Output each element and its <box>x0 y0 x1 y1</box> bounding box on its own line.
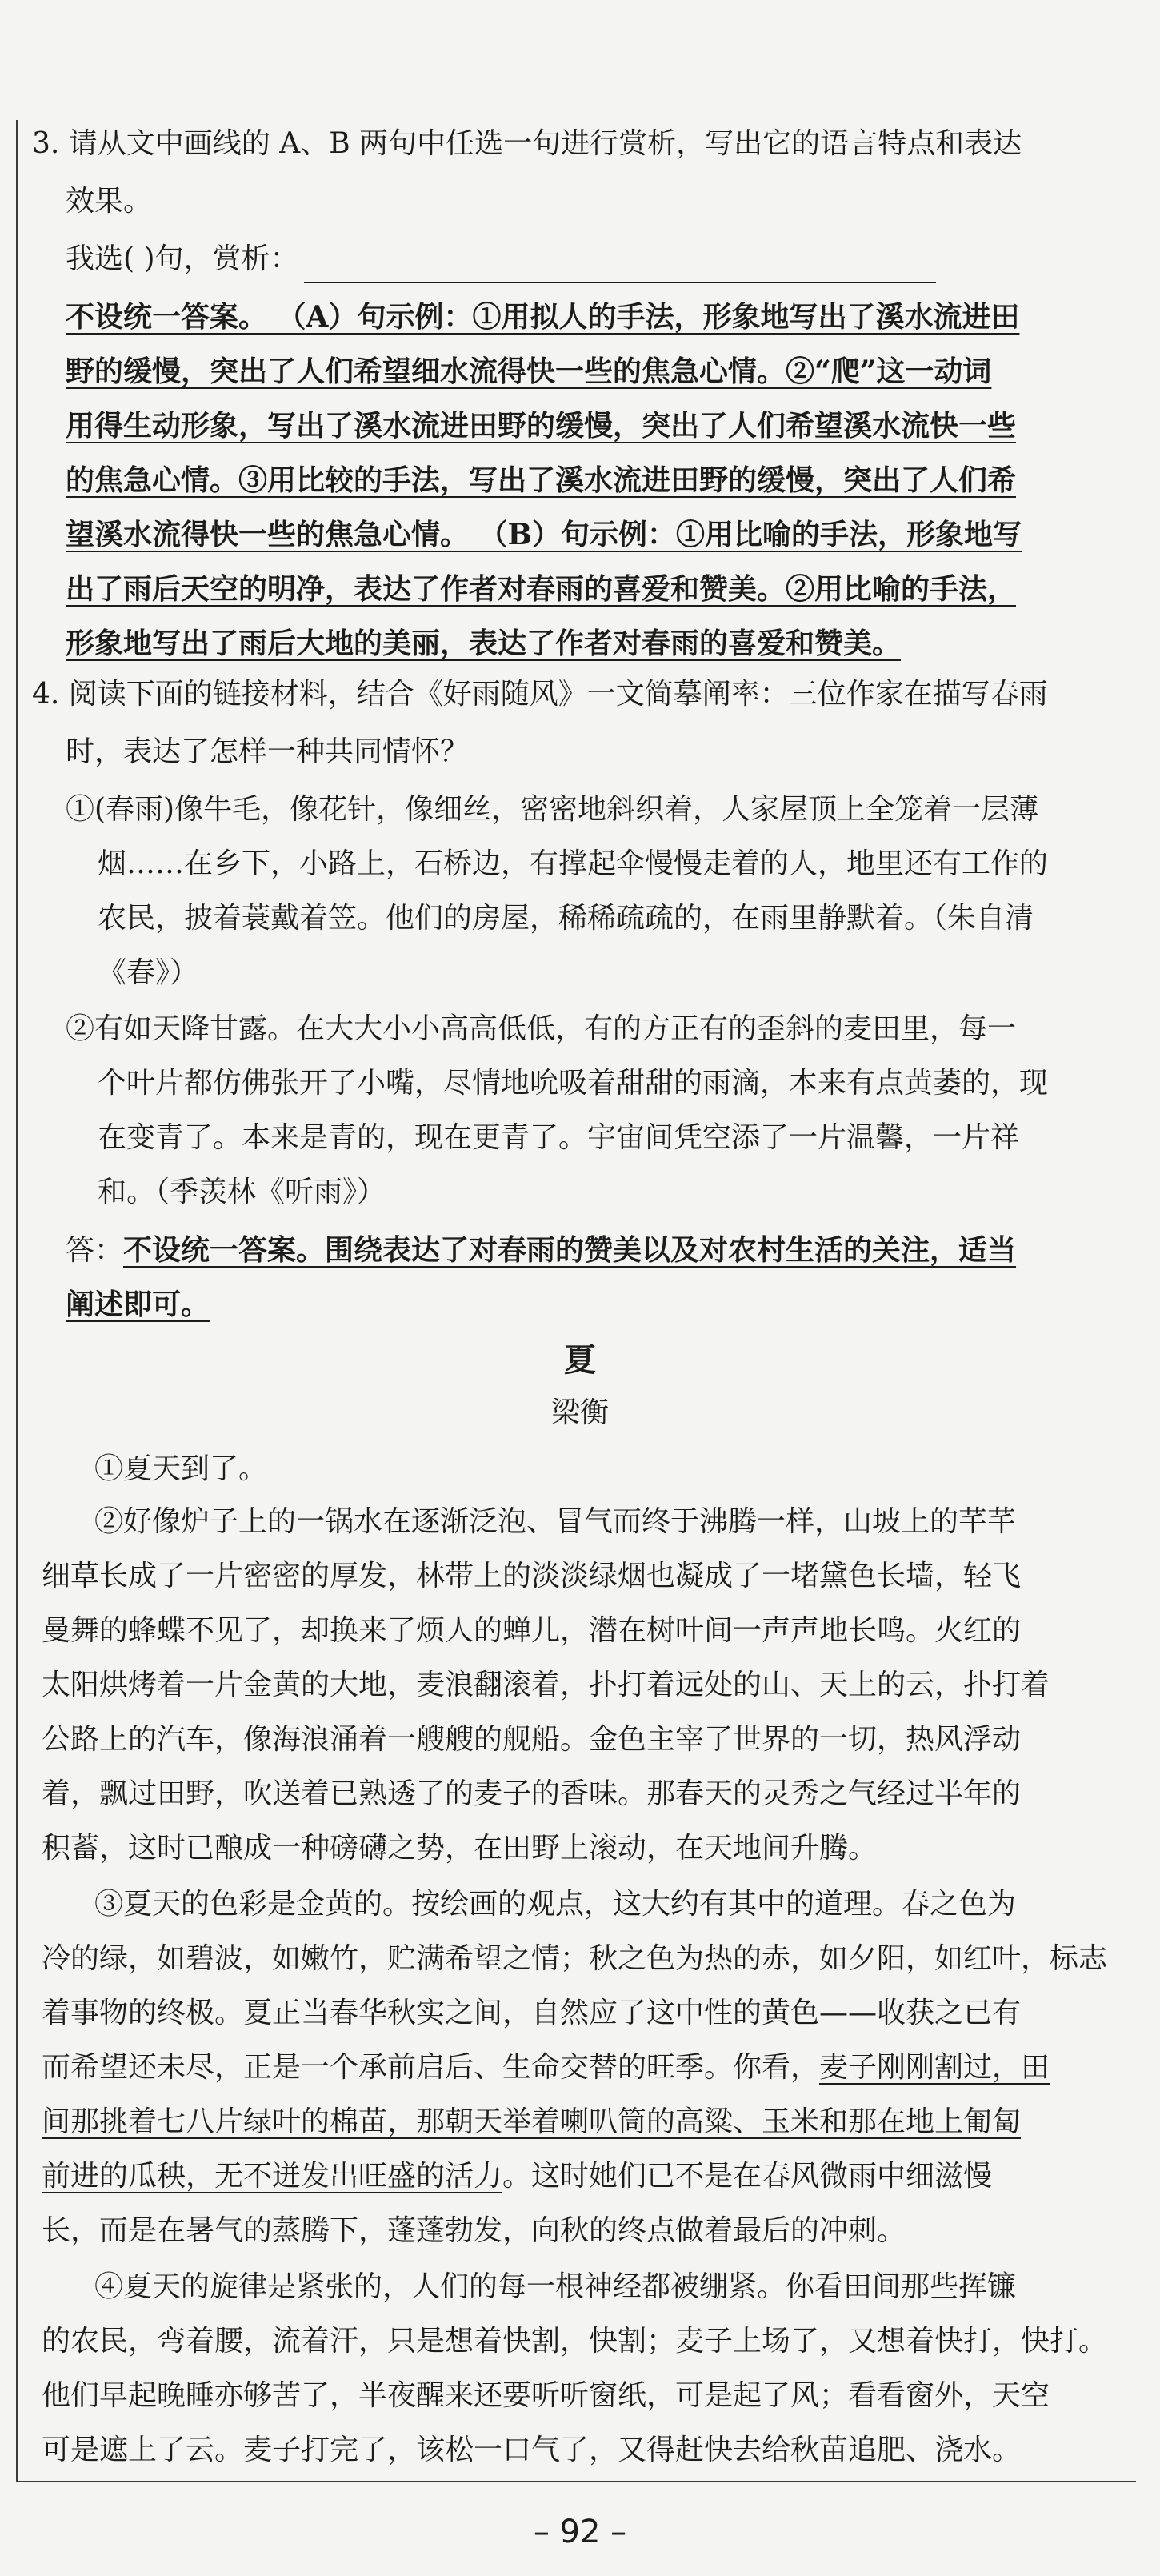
q3-answer-line: 不设统一答案。 （A）句示例：①用拟人的手法，形象地写出了溪水流进田 <box>66 300 1020 334</box>
page-number: – 92 – <box>533 2514 627 2550</box>
underlined-sentence: 麦子刚刚割过，田 <box>819 2051 1050 2084</box>
paragraph-2-line: 着，飘过田野，吹送着已熟透了的麦子的香味。那春天的灵秀之气经过半年的 <box>42 1777 1022 1810</box>
q3-answer-line: 野的缓慢，突出了人们希望细水流得快一些的焦急心情。②“爬”这一动词 <box>66 355 992 388</box>
paragraph-3-line: ③夏天的色彩是金黄的。按绘画的观点，这大约有其中的道理。春之色为 <box>94 1888 1017 1921</box>
paragraph-2-line: 积蓄，这时已酿成一种磅礴之势，在田野上滚动，在天地间升腾。 <box>42 1832 878 1865</box>
paragraph-2-line: 曼舞的蜂蝶不见了，却换来了烦人的蝉儿，潜在树叶间一声声地长鸣。火红的 <box>42 1614 1022 1647</box>
article-author: 梁衡 <box>550 1396 609 1429</box>
paragraph-3-text: 而希望还未尽，正是一个承前启后、生命交替的旺季。你看， <box>42 2051 820 2084</box>
q3-answer-line: 用得生动形象，写出了溪水流进田野的缓慢，突出了人们希望溪水流快一些 <box>66 409 1017 443</box>
paragraph-4-line: 可是遮上了云。麦子打完了，该松一口气了，又得赶快去给秋苗追肥、浇水。 <box>42 2434 1022 2466</box>
material-1-line: 农民，披着蓑戴着笠。他们的房屋，稀稀疏疏的，在雨里静默着。（朱自清 <box>98 902 1034 935</box>
material-1-line: 烟……在乡下，小路上，石桥边，有撑起伞慢慢走着的人，地里还有工作的 <box>98 847 1049 880</box>
q3-choose-label: 我选( )句，赏析： <box>66 242 299 275</box>
q3-stem-line-2: 效果。 <box>66 185 153 218</box>
underlined-sentence: 间那挑着七八片绿叶的棉苗，那朝天举着喇叭筒的高粱、玉米和那在地上匍匐 <box>42 2105 1022 2138</box>
underlined-sentence: 前进的瓜秧，无不迸发出旺盛的活力 <box>42 2160 503 2193</box>
material-2-line: 和。（季羡林《听雨》） <box>98 1176 386 1208</box>
q4-answer-text: 不设统一答案。围绕表达了对春雨的赞美以及对农村生活的关注，适当 <box>123 1233 1017 1267</box>
paragraph-3-line: 着事物的终极。夏正当春华秋实之间，自然应了这中性的黄色——收获之已有 <box>42 1997 1022 2029</box>
q4-stem-line-1: 4. 阅读下面的链接材料，结合《好雨随风》一文简摹阐率：三位作家在描写春雨 <box>32 678 1048 711</box>
q4-answer-row <box>66 1226 1016 1275</box>
material-2-line: 在变青了。本来是青的，现在更青了。宇宙间凭空添了一片温馨，一片祥 <box>98 1121 1020 1154</box>
paragraph-4-line: 的农民，弯着腰，流着汗，只是想着快割，快割；麦子上场了，又想着快打，快打。 <box>42 2325 1108 2358</box>
q3-answer-blank[interactable] <box>304 251 936 283</box>
paragraph-3-line: 冷的绿，如碧波，如嫩竹，贮满希望之情；秋之色为热的赤，如夕阳，如红叶，标志 <box>42 1942 1108 1975</box>
q3-choose-row <box>66 235 936 283</box>
paragraph-2-line: ②好像炉子上的一锅水在逐渐泛泡、冒气而终于沸腾一样，山坡上的芊芊 <box>94 1505 1017 1538</box>
q4-stem-line-2: 时，表达了怎样一种共同情怀？ <box>66 735 470 768</box>
paragraph-3-line <box>42 2153 992 2201</box>
paragraph-1: ①夏天到了。 <box>94 1452 268 1485</box>
material-2-line: ②有如天降甘露。在大大小小高高低低，有的方正有的歪斜的麦田里，每一 <box>66 1012 1017 1045</box>
q3-answer-line: 的焦急心情。③用比较的手法，写出了溪水流进田野的缓慢，突出了人们希 <box>66 463 1017 497</box>
material-1-line: ①(春雨)像牛毛，像花针，像细丝，密密地斜织着，人家屋顶上全笼着一层薄 <box>66 793 1039 826</box>
q4-answer-text: 阐述即可。 <box>66 1288 210 1321</box>
q3-answer-line: 出了雨后天空的明净，表达了作者对春雨的喜爱和赞美。②用比喻的手法， <box>66 572 1017 606</box>
q4-answer-label: 答： <box>66 1234 124 1267</box>
paragraph-2-line: 太阳烘烤着一片金黄的大地，麦浪翻滚着，扑打着远处的山、天上的云，扑打着 <box>42 1669 1050 1701</box>
material-1-line: 《春》） <box>98 956 199 989</box>
paragraph-4-line: 他们早起晚睡亦够苦了，半夜醒来还要听听窗纸，可是起了风；看看窗外，天空 <box>42 2379 1050 2412</box>
q3-answer-line: 形象地写出了雨后大地的美丽，表达了作者对春雨的喜爱和赞美。 <box>66 627 902 660</box>
paragraph-3-text: 。这时她们已不是在春风微雨中细滋慢 <box>502 2160 993 2193</box>
paragraph-4-line: ④夏天的旋律是紧张的，人们的每一根神经都被绷紧。你看田间那些挥镰 <box>94 2270 1017 2303</box>
paragraph-2-line: 公路上的汽车，像海浪涌着一艘艘的舰船。金色主宰了世界的一切，热风浮动 <box>42 1723 1022 1756</box>
paragraph-2-line: 细草长成了一片密密的厚发，林带上的淡淡绿烟也凝成了一堵黛色长墙，轻飞 <box>42 1560 1022 1592</box>
bottom-rule <box>16 2481 1136 2482</box>
left-margin-rule <box>16 120 18 2481</box>
q3-stem-line-1: 3. 请从文中画线的 A、B 两句中任选一句进行赏析，写出它的语言特点和表达 <box>32 127 1022 160</box>
paragraph-3-line: 长，而是在暑气的蒸腾下，蓬蓬勃发，向秋的终点做着最后的冲刺。 <box>42 2214 906 2247</box>
article-title: 夏 <box>564 1341 596 1379</box>
paragraph-3-line <box>42 2044 1050 2092</box>
material-2-line: 个叶片都仿佛张开了小嘴，尽情地吮吸着甜甜的雨滴，本来有点黄萎的，现 <box>98 1067 1049 1100</box>
q3-answer-line: 望溪水流得快一些的焦急心情。 （B）句示例：①用比喻的手法，形象地写 <box>66 518 1022 551</box>
